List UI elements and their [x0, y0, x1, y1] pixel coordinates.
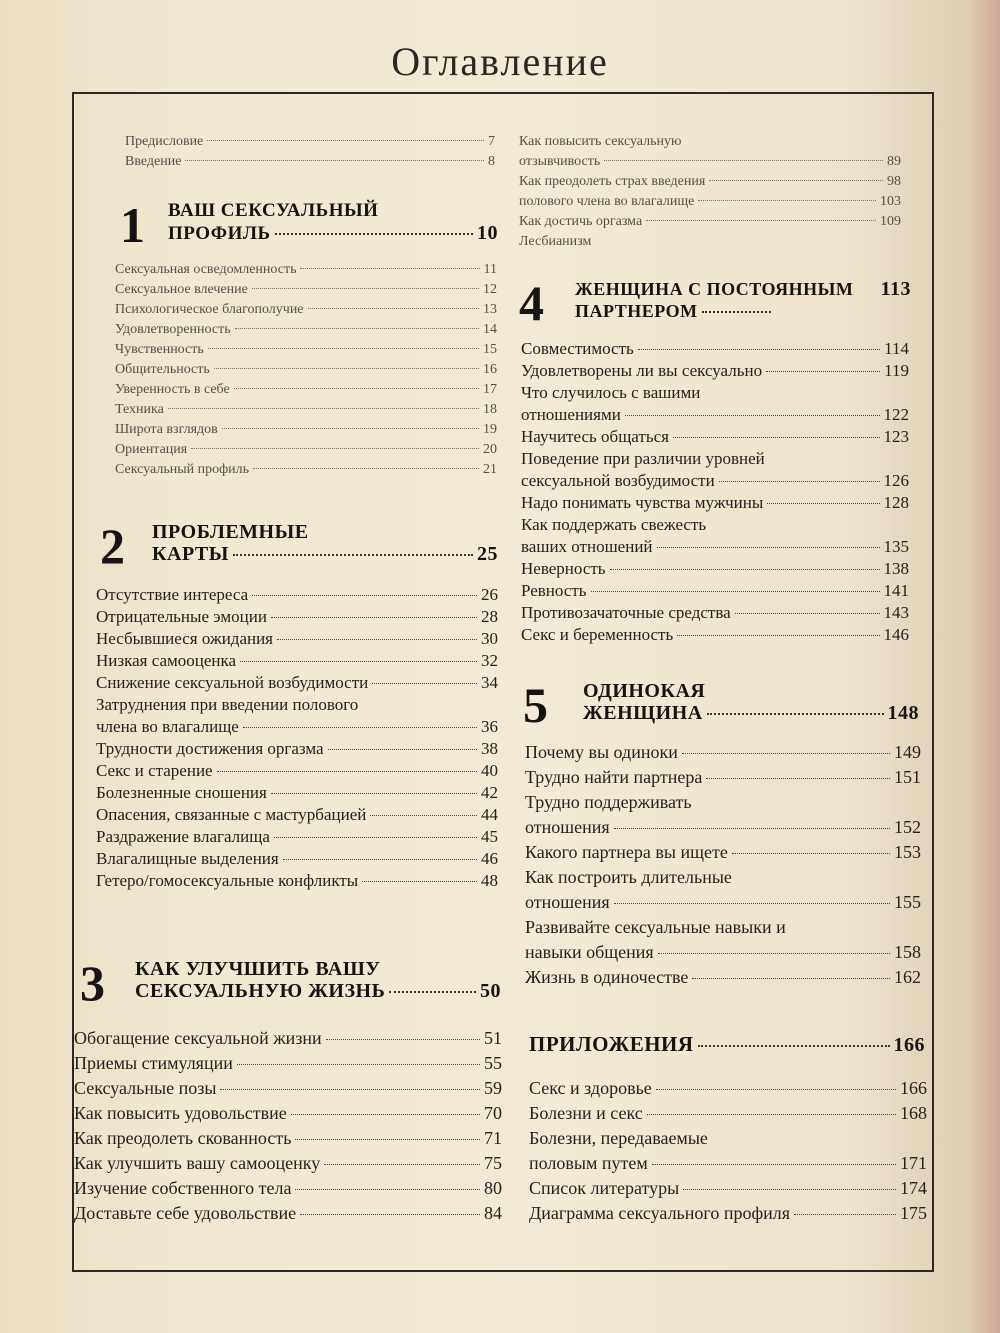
toc-entry: Болезни и секс 168: [529, 1103, 927, 1123]
toc-entry: Лесбианизм: [519, 234, 592, 249]
appendix-entries: [529, 1076, 927, 1226]
toc-entry: Сексуальные позы 59: [74, 1078, 502, 1098]
chapter-heading: КАК УЛУЧШИТЬ ВАШУ СЕКСУАЛЬНУЮ ЖИЗНЬ 50: [135, 958, 501, 1002]
toc-entry: Как улучшить вашу самооценку 75: [74, 1153, 502, 1173]
toc-entry: Что случилось с вашими отношениями 122: [521, 383, 909, 424]
toc-entry: Как повысить удовольствие 70: [74, 1103, 502, 1123]
toc-entry: Секс и здоровье 166: [529, 1078, 927, 1098]
chapter-1-entries: [115, 260, 497, 480]
toc-entry: Как поддержать свежесть ваших отношений 135: [521, 515, 909, 556]
toc-entry: Приемы стимуляции 55: [74, 1053, 502, 1073]
chapter-5-entries: [525, 740, 921, 990]
toc-entry: Отрицательные эмоции 28: [96, 607, 498, 626]
toc-entry: Ориентация 20: [115, 442, 497, 457]
toc-entry: Научитесь общаться 123: [521, 427, 909, 446]
toc-entry: Несбывшиеся ожидания 30: [96, 629, 498, 648]
chapter-3-continued: [519, 132, 901, 252]
toc-entry: Техника 18: [115, 402, 497, 417]
toc-entry: Опасения, связанные с мастурбацией 44: [96, 805, 498, 824]
chapter-number: 2: [100, 518, 125, 574]
toc-entry: Диаграмма сексуального профиля 175: [529, 1203, 927, 1223]
toc-entry: Болезни, передаваемые половым путем 171: [529, 1128, 927, 1173]
chapter-number: 4: [519, 275, 544, 331]
chapter-number: 3: [80, 955, 105, 1011]
toc-entry: Влагалищные выделения 46: [96, 849, 498, 868]
toc-entry: Секс и старение 40: [96, 761, 498, 780]
toc-entry: Изучение собственного тела 80: [74, 1178, 502, 1198]
toc-entry: Как построить длительные отношения 155: [525, 867, 921, 912]
toc-entry: Предисловие 7: [125, 134, 495, 149]
toc-entry: Низкая самооценка 32: [96, 651, 498, 670]
toc-entry: Общительность 16: [115, 362, 497, 377]
chapter-4-entries: [521, 338, 909, 646]
appendix-heading: ПРИЛОЖЕНИЯ 166: [529, 1032, 925, 1056]
toc-entry: Трудно найти партнера 151: [525, 767, 921, 787]
toc-entry: Снижение сексуальной возбудимости 34: [96, 673, 498, 692]
toc-entry: Сексуальная осведомленность 11: [115, 262, 497, 277]
toc-entry: Широта взглядов 19: [115, 422, 497, 437]
toc-entry: Секс и беременность 146: [521, 625, 909, 644]
chapter-number: 5: [523, 677, 548, 733]
front-matter: [125, 132, 495, 172]
page-title: Оглавление: [391, 39, 609, 84]
page-edge-shadow: [968, 0, 1000, 1333]
toc-entry: Трудно поддерживать отношения 152: [525, 792, 921, 837]
toc-entry: Почему вы одиноки 149: [525, 742, 921, 762]
chapter-number: 1: [120, 197, 145, 253]
toc-entry: Совместимость 114: [521, 339, 909, 358]
toc-entry: Жизнь в одиночестве 162: [525, 967, 921, 987]
toc-entry: Уверенность в себе 17: [115, 382, 497, 397]
toc-entry: Как повысить сексуальную отзывчивость 89: [519, 134, 901, 169]
toc-entry: Сексуальное влечение 12: [115, 282, 497, 297]
chapter-heading: ПРОБЛЕМНЫЕ КАРТЫ 25: [152, 521, 498, 565]
toc-entry: Трудности достижения оргазма 38: [96, 739, 498, 758]
toc-entry: Неверность 138: [521, 559, 909, 578]
toc-entry: Ревность 141: [521, 581, 909, 600]
toc-entry: Отсутствие интереса 26: [96, 585, 498, 604]
toc-entry: Противозачаточные средства 143: [521, 603, 909, 622]
toc-entry: Список литературы 174: [529, 1178, 927, 1198]
toc-entry: Удовлетворены ли вы сексуально 119: [521, 361, 909, 380]
toc-entry: Сексуальный профиль 21: [115, 462, 497, 477]
toc-entry: Развивайте сексуальные навыки и навыки общения 158: [525, 917, 921, 962]
toc-entry: Надо понимать чувства мужчины 128: [521, 493, 909, 512]
toc-entry: Затруднения при введении полового члена во влагалище 36: [96, 695, 498, 736]
toc-entry: Удовлетворенность 14: [115, 322, 497, 337]
chapter-heading: ВАШ СЕКСУАЛЬНЫЙ ПРОФИЛЬ 10: [168, 200, 498, 244]
chapter-3-entries: [74, 1026, 502, 1226]
toc-entry: Поведение при различии уровней сексуальной возбудимости 126: [521, 449, 909, 490]
toc-entry: Какого партнера вы ищете 153: [525, 842, 921, 862]
toc-entry: Гетеро/гомосексуальные конфликты 48: [96, 871, 498, 890]
toc-entry: Введение 8: [125, 154, 495, 169]
toc-entry: Болезненные сношения 42: [96, 783, 498, 802]
toc-entry: Чувственность 15: [115, 342, 497, 357]
toc-entry: Психологическое благополучие 13: [115, 302, 497, 317]
chapter-heading: ЖЕНЩИНА С ПОСТОЯННЫМ 113 ПАРТНЕРОМ: [575, 278, 911, 321]
toc-entry: Доставьте себе удовольствие 84: [74, 1203, 502, 1223]
toc-entry: Как достичь оргазма 109: [519, 214, 901, 229]
toc-entry: Как преодолеть скованность 71: [74, 1128, 502, 1148]
chapter-2-entries: [96, 584, 498, 892]
toc-entry: Раздражение влагалища 45: [96, 827, 498, 846]
toc-entry: Как преодолеть страх введения 98 полового члена во влагалище 103: [519, 174, 901, 209]
chapter-heading: ОДИНОКАЯ ЖЕНЩИНА 148: [583, 680, 919, 724]
toc-entry: Обогащение сексуальной жизни 51: [74, 1028, 502, 1048]
